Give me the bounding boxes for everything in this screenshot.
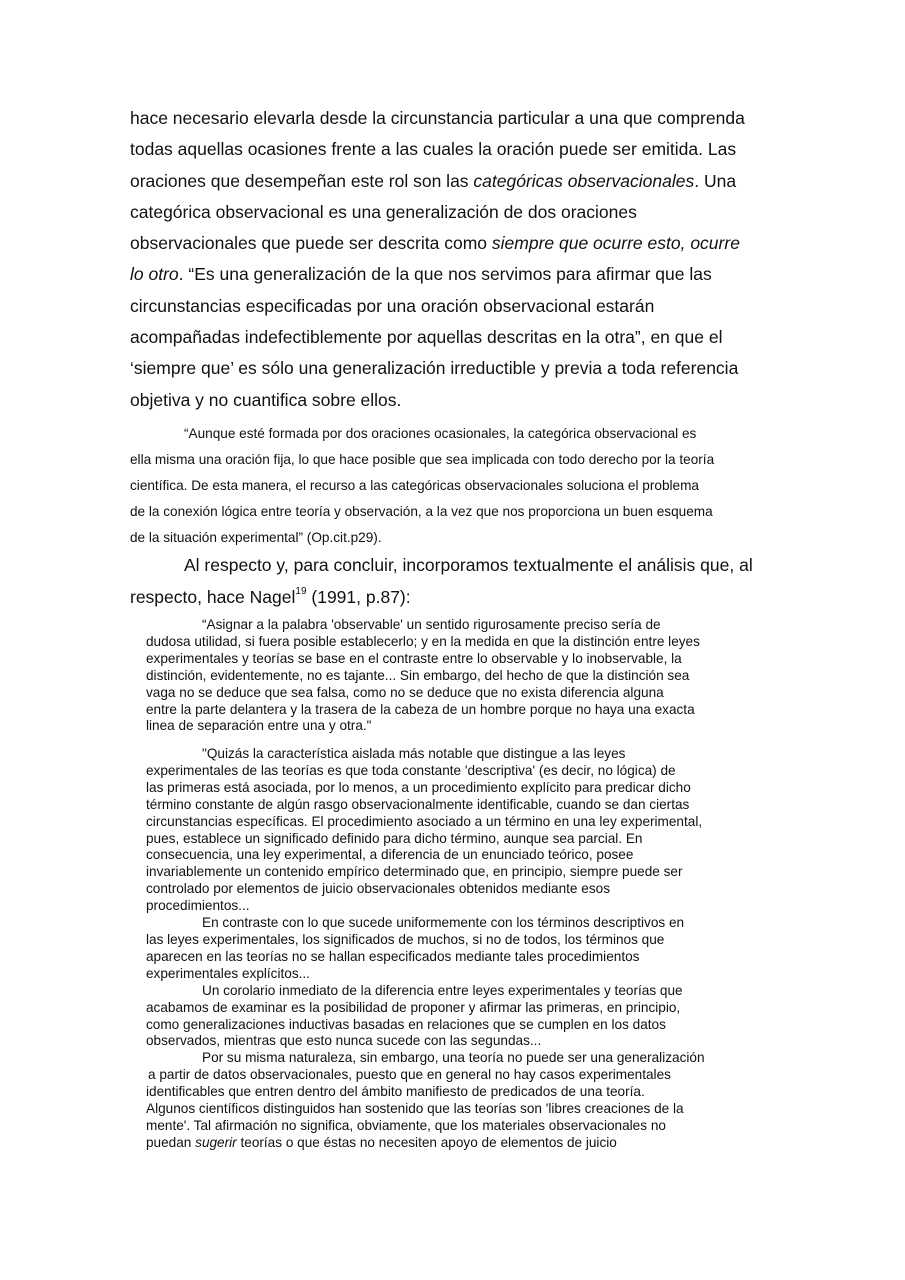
quote-line: experimentales de las teorías es que toda constante 'descriptiva' (es decir, no lógica) de [146,762,676,778]
text-run: . “Es una generalización de la que nos servimos para afirmar que las [178,264,712,285]
italic-phrase: siempre que ocurre esto, ocurre [491,233,740,254]
quote-line: Un corolario inmediato de la diferencia entre leyes experimentales y teorías que [202,982,683,998]
text-run: . Una [694,170,737,191]
text-run: oraciones que desempeñan este rol son las [130,170,474,191]
quote-line: como generalizaciones inductivas basadas en relaciones que se cumplen en los datos [146,1016,666,1032]
paragraph-observational-categoricals [130,103,780,416]
italic-word: sugerir [195,1134,237,1150]
quote-line: linea de separación entre una y otra." [146,718,372,734]
text-line: categórica observacional es una generalización de dos oraciones [130,201,637,222]
quote-line: de la situación experimental” (Op.cit.p29). [130,530,382,546]
block-quote-nagel-theories [146,746,786,1152]
quote-line: dudosa utilidad, si fuera posible establecerlo; y en la medida en que la distinción entre leyes [146,633,700,649]
text-run: respecto, hace Nagel [130,587,296,607]
quote-line: "Quizás la característica aislada más notable que distingue a las leyes [202,746,626,761]
block-quote-quine [130,421,780,551]
quote-line: invariablemente un contenido empírico determinado que, en principio, siempre puede ser [146,864,683,880]
quote-line: consecuencia, una ley experimental, a diferencia de un enunciado teórico, posee [146,847,634,863]
text-run: observacionales que puede ser descrita como [130,233,492,254]
quote-line: experimentales explícitos... [146,965,310,981]
quote-line: entre la parte delantera y la trasera de la cabeza de un hombre porque no haya una exacta [146,701,695,717]
text-line: todas aquellas ocasiones frente a las cuales la oración puede ser emitida. Las [130,139,737,160]
quote-line: Algunos científicos distinguidos han sostenido que las teorías son 'libres creaciones de la [146,1101,684,1117]
quote-line: distinción, evidentemente, no es tajante... Sin embargo, del hecho de que la distinción sea [146,667,690,683]
footnote-reference[interactable]: 19 [295,586,307,598]
quote-line: ella misma una oración fija, lo que hace posible que sea implicada con todo derecho por la teoría [130,452,715,468]
quote-line: En contraste con lo que sucede uniformemente con los términos descriptivos en [202,915,685,931]
quote-line: “Asignar a la palabra 'observable' un sentido rigurosamente preciso sería de [202,617,661,632]
text-line [130,228,780,259]
quote-line: las primeras está asociada, por lo menos, a un procedimiento explícito para predicar dicho [146,779,691,795]
quote-line: controlado por elementos de juicio observacionales obtenidos mediante esos [146,881,610,897]
text-line [130,166,780,197]
quote-line: científica. De esta manera, el recurso a las categóricas observacionales soluciona el problema [130,478,699,494]
quote-line: procedimientos... [146,898,250,914]
quote-line: de la conexión lógica entre teoría y observación, a la vez que nos proporciona un buen esquema [130,504,713,520]
quote-line: Por su misma naturaleza, sin embargo, una teoría no puede ser una generalización [202,1050,705,1066]
text-line [130,259,780,290]
quote-line: acabamos de examinar es la posibilidad de proponer y afirmar las primeras, en principio, [146,999,681,1015]
text-line [130,581,780,613]
text-run: (1991, p.87): [306,587,411,607]
text-line: objetiva y no cuantifica sobre ellos. [130,389,402,410]
quote-line: circunstancias específicas. El procedimiento asociado a un término en una ley experimental, [146,813,703,829]
quote-line: aparecen en las teorías no se hallan especificados mediante tales procedimientos [146,948,640,964]
text-run: puedan [146,1134,196,1150]
quote-line: observados, mientras que esto nunca sucede con las segundas... [146,1033,542,1049]
quote-line: mente'. Tal afirmación no significa, obviamente, que los materiales observacionales no [146,1117,666,1133]
quote-line: las leyes experimentales, los significados de muchos, si no de todos, los términos que [146,931,665,947]
quote-line: término constante de algún rasgo observacionalmente identificable, cuando se dan ciertas [146,796,690,812]
text-run: teorías o que éstas no necesiten apoyo de elementos de juicio [236,1134,617,1150]
text-line: Al respecto y, para concluir, incorporamos textualmente el análisis que, al [184,555,753,575]
quote-line: “Aunque esté formada por dos oraciones ocasionales, la categórica observacional es [184,426,697,441]
italic-phrase: lo otro [130,264,179,285]
quote-line: a partir de datos observacionales, puesto que en general no hay casos experimentales [148,1067,671,1083]
text-line: acompañadas indefectiblemente por aquellas descritas en la otra”, en que el [130,327,723,348]
quote-line: identificables que entren dentro del ámbito manifiesto de predicados de una teoría. [146,1084,645,1100]
quote-line [146,1135,786,1152]
paragraph-nagel-intro [130,549,780,613]
text-line: ‘siempre que’ es sólo una generalización irreductible y previa a toda referencia [130,358,739,379]
quote-line: pues, establece un significado definido para dicho término, aunque sea parcial. En [146,830,643,846]
quote-line: vaga no se deduce que sea falsa, como no se deduce que no exista diferencia alguna [146,684,664,700]
quote-line: experimentales y teorías se base en el contraste entre lo observable y lo inobservable, la [146,650,682,666]
block-quote-nagel-observable [146,617,786,735]
text-line: circunstancias especificadas por una oración observacional estarán [130,295,655,316]
italic-term: categóricas observacionales [473,170,695,191]
text-line: hace necesario elevarla desde la circunstancia particular a una que comprenda [130,108,745,128]
